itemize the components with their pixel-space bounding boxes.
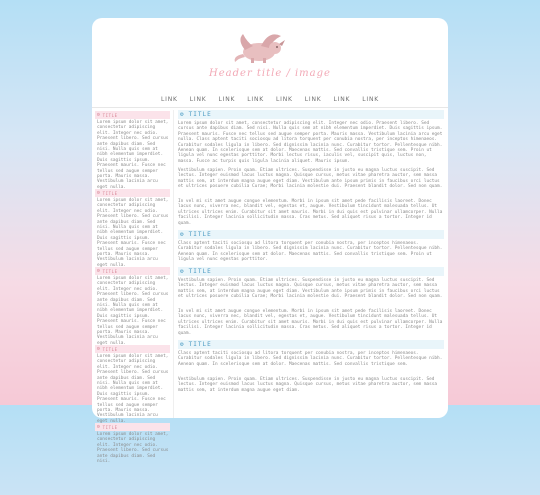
paragraph: Class aptent taciti sociosqu ad litora torquent per conubia nostra, per inceptos himenaeos. Curabitur sodales ligula in libero. Sed dignissim lacinia nunc. Curabitur tortor. Pellentesque nibh. Aenean quam. In scelerisque sem at dolor. Maecenas mattis. Sed convallis tristique sem. Proin ut ligula vel nunc egestas porttitor. <box>178 241 443 263</box>
sidebar-title-text: TITLE <box>102 424 118 430</box>
sidebar-block <box>95 267 170 346</box>
nav-link-7[interactable]: LINK <box>333 96 351 103</box>
gear-icon: ⚙ <box>180 268 185 275</box>
paragraph: In vel mi sit amet augue congue elementum. Morbi in ipsum sit amet pede facilisis laoreet. Donec lacus nunc, viverra nec, blandit vel, egestas et, augue. Vestibulum tincidunt malesuada tellus. Ut ultrices ultrices enim. Curabitur sit amet mauris. Morbi in dui quis est pulvinar ullamcorper. Nulla facilisi. Integer lacinia sollicitudin massa. Cras metus. Sed aliquet risus a tortor. Integer id quam. <box>178 309 443 336</box>
sidebar-title-text: TITLE <box>102 268 118 274</box>
sidebar-title <box>95 345 170 353</box>
sidebar-text: Lorem ipsum dolor sit amet, consectetur adipiscing elit. Integer nec odio. Praesent libero. Sed cursus ante dapibus diam. Sed nisi. Nulla quis sem at nibh elementum imperdiet. Duis sagittis ipsum. Praesent mauris. Fusce nec tellus sed augue semper porta. Mauris massa. Vestibulum lacinia arcu eget nulla. <box>97 120 169 190</box>
sidebar-text: Lorem ipsum dolor sit amet, consectetur adipiscing elit. Integer nec odio. Praesent libero. Sed cursus ante dapibus diam. Sed nisi. Nulla quis sem at nibh elementum imperdiet. Duis sagittis ipsum. Praesent mauris. Fusce nec tellus sed augue semper porta. Mauris massa. Vestibulum lacinia arcu eget nulla. <box>97 354 169 424</box>
gear-icon: ⚙ <box>180 341 185 348</box>
section-heading <box>178 230 444 239</box>
sidebar-title-text: TITLE <box>102 112 118 118</box>
nav-link-6[interactable]: LINK <box>304 96 322 103</box>
sidebar-title <box>95 111 170 119</box>
gear-icon: ⚙ <box>97 346 101 352</box>
page-card <box>92 18 448 465</box>
content-area <box>92 110 448 465</box>
header-title: Header title / image <box>209 68 331 79</box>
gear-icon: ⚙ <box>97 424 101 430</box>
section-title: TITLE <box>188 341 212 348</box>
sidebar-block <box>95 345 170 424</box>
gear-icon: ⚙ <box>180 231 185 238</box>
section-title: TITLE <box>188 111 212 118</box>
section-title: TITLE <box>188 268 212 275</box>
main-column <box>178 110 444 418</box>
sidebar-title-text: TITLE <box>102 346 118 352</box>
gear-icon: ⚙ <box>97 268 101 274</box>
nav-link-3[interactable]: LINK <box>218 96 236 103</box>
gear-icon: ⚙ <box>97 190 101 196</box>
nav-link-1[interactable]: LINK <box>161 96 178 103</box>
gear-icon: ⚙ <box>180 111 185 118</box>
nav-bar <box>92 96 448 108</box>
section-heading <box>178 267 444 276</box>
nav-link-8[interactable]: LINK <box>362 96 379 103</box>
section-heading <box>178 110 444 119</box>
sidebar-text: Lorem ipsum dolor sit amet, consectetur adipiscing elit. Integer nec odio. Praesent libero. Sed cursus ante dapibus diam. Sed nisi. <box>97 432 169 465</box>
sidebar-text: Lorem ipsum dolor sit amet, consectetur adipiscing elit. Integer nec odio. Praesent libero. Sed cursus ante dapibus diam. Sed nisi. Nulla quis sem at nibh elementum imperdiet. Duis sagittis ipsum. Praesent mauris. Fusce nec tellus sed augue semper porta. Mauris massa. Vestibulum lacinia arcu eget nulla. <box>97 276 169 346</box>
paragraph: Class aptent taciti sociosqu ad litora torquent per conubia nostra, per inceptos himenaeos. Curabitur sodales ligula in libero. Sed dignissim lacinia nunc. Curabitur tortor. Pellentesque nibh. Aenean quam. In scelerisque sem at dolor. Maecenas mattis. Sed convallis tristique sem. <box>178 351 443 367</box>
sidebar-block <box>95 423 170 495</box>
paragraph: Vestibulum sapien. Proin quam. Etiam ultrices. Suspendisse in justo eu magna luctus suscipit. Sed lectus. Integer euismod lacus luctus magna. Quisque cursus, metus vitae pharetra auctor, sem massa mattis sem, at interdum magna augue eget diam. <box>178 377 438 393</box>
header <box>92 18 448 94</box>
paragraph: In vel mi sit amet augue congue elementum. Morbi in ipsum sit amet pede facilisis laoreet. Donec lacus nunc, viverra nec, blandit vel, egestas et, augue. Vestibulum tincidunt malesuada tellus. Ut ultrices ultrices enim. Curabitur sit amet mauris. Morbi in dui quis est pulvinar ullamcorper. Nulla facilisi. Integer lacinia sollicitudin massa. Cras metus. Sed aliquet risus a tortor. Integer id quam. <box>178 199 443 226</box>
sidebar-title <box>95 189 170 197</box>
sidebar <box>92 110 174 465</box>
nav-link-2[interactable]: LINK <box>189 96 207 103</box>
sidebar-title <box>95 267 170 275</box>
section-title: TITLE <box>188 231 212 238</box>
sidebar-text: Lorem ipsum dolor sit amet, consectetur adipiscing elit. Integer nec odio. Praesent libero. Sed cursus ante dapibus diam. Sed nisi. Nulla quis sem at nibh elementum imperdiet. Duis sagittis ipsum. Praesent mauris. Fusce nec tellus sed augue semper porta. Mauris massa. Vestibulum lacinia arcu eget nulla. <box>97 198 169 268</box>
sidebar-block <box>95 189 170 268</box>
dragon-illustration <box>229 26 289 66</box>
section-heading <box>178 340 444 349</box>
sidebar-block <box>95 111 170 190</box>
nav-link-5[interactable]: LINK <box>276 96 293 103</box>
paragraph: Vestibulum sapien. Proin quam. Etiam ultrices. Suspendisse in justo eu magna luctus suscipit. Sed lectus. Integer euismod lacus luctus magna. Quisque cursus, metus vitae pharetra auctor, sem massa mattis sem, at interdum magna augue eget diam. Vestibulum ante ipsum primis in faucibus orci luctus et ultrices posuere cubilia Curae; Morbi lacinia molestie dui. Praesent blandit dolor. Sed non quam. <box>178 278 443 300</box>
paragraph: Vestibulum sapien. Proin quam. Etiam ultrices. Suspendisse in justo eu magna luctus suscipit. Sed lectus. Integer euismod lacus luctus magna. Quisque cursus, metus vitae pharetra auctor, sem massa mattis sem, at interdum magna augue eget diam. Vestibulum ante ipsum primis in faucibus orci luctus et ultrices posuere cubilia Curae; Morbi lacinia molestie dui. Praesent blandit dolor. Sed non quam. <box>178 168 443 190</box>
sidebar-title-text: TITLE <box>102 190 118 196</box>
sidebar-title <box>95 423 170 431</box>
gear-icon: ⚙ <box>97 112 101 118</box>
nav-link-4[interactable]: LINK <box>247 96 264 103</box>
paragraph: Lorem ipsum dolor sit amet, consectetur adipiscing elit. Integer nec odio. Praesent libero. Sed cursus ante dapibus diam. Sed nisi. Nulla quis sem at nibh elementum imperdiet. Duis sagittis ipsum. Praesent mauris. Fusce nec tellus sed augue semper porta. Mauris massa. Vestibulum lacinia arcu eget nulla. Class aptent taciti sociosqu ad litora torquent per conubia nostra, per inceptos himenaeos. Curabitur sodales ligula in libero. Sed dignissim lacinia nunc. Curabitur tortor. Pellentesque nibh. Aenean quam. In scelerisque sem at dolor. Maecenas mattis. Sed convallis tristique sem. Proin ut ligula vel nunc egestas porttitor. Morbi lectus risus, iaculis vel, suscipit quis, luctus non, massa. Fusce ac turpis quis ligula lacinia aliquet. Mauris ipsum. <box>178 121 443 164</box>
